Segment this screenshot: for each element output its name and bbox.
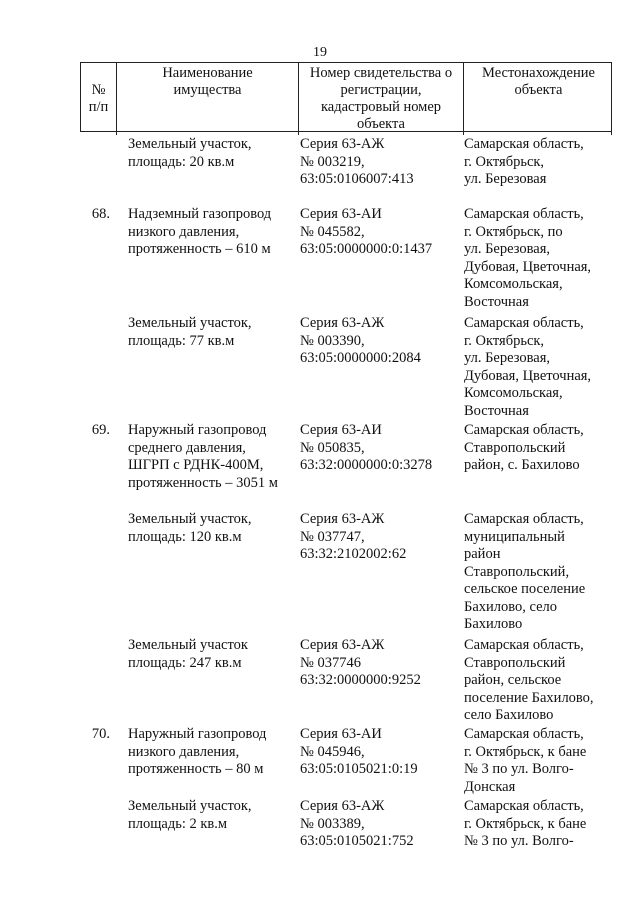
certificate-number (300, 637, 462, 690)
column-divider (463, 132, 464, 135)
certificate-number (300, 206, 462, 259)
certificate-line: 63:05:0105021:752 (300, 833, 414, 849)
header-number-line: № (91, 82, 106, 98)
header-certificate-line: объекта (356, 116, 405, 132)
column-divider (611, 132, 612, 135)
location-line: Бахилово (464, 616, 523, 632)
location-line: Донская (464, 778, 516, 795)
property-name-line: Земельный участок, (128, 136, 252, 152)
certificate-line: 63:32:0000000:9252 (300, 672, 421, 688)
location (464, 798, 612, 851)
certificate-number (300, 422, 462, 475)
location-line: поселение Бахилово, (464, 689, 594, 706)
property-name (128, 315, 298, 350)
property-name-line: Земельный участок, (128, 315, 252, 331)
location-line: г. Октябрьск, к бане (464, 743, 587, 760)
header-certificate-line: Номер свидетельства о (309, 65, 453, 81)
table-row (80, 315, 612, 422)
location (464, 637, 612, 725)
location-line: Ставропольский (464, 654, 566, 671)
property-name-line: низкого давления, (128, 223, 240, 240)
location-line: муниципальный (464, 528, 565, 545)
location-line: сельское поселение (464, 581, 586, 597)
property-name (128, 511, 298, 546)
header-name-line: Наименование (162, 65, 253, 81)
location-line: Дубовая, Цветочная, (464, 258, 592, 275)
property-name (128, 136, 298, 171)
location (464, 511, 612, 634)
column-divider (298, 132, 299, 135)
header-certificate-line: регистрации, (340, 82, 422, 98)
header-name-line: имущества (173, 82, 242, 98)
table-body (80, 136, 612, 858)
property-name-line: Земельный участок, (128, 511, 252, 527)
location-line: ул. Березовая (464, 171, 547, 187)
location-line: район, сельское (464, 672, 562, 688)
property-name-line: протяженность – 610 м (128, 241, 271, 257)
certificate-line: № 003219, (300, 153, 365, 170)
certificate-line: 63:05:0106007:413 (300, 171, 414, 187)
location-line: Ставропольский (464, 439, 566, 456)
property-name (128, 637, 298, 672)
page-number: 19 (313, 45, 327, 60)
header-location-line: Местонахождение (482, 65, 595, 81)
certificate-line: № 045946, (300, 743, 365, 760)
location-line: район (464, 546, 501, 562)
certificate-line: № 037746 (300, 654, 361, 671)
column-divider (116, 132, 117, 135)
header-location (464, 63, 613, 135)
certificate-line: Серия 63-АЖ (300, 798, 385, 814)
certificate-line: № 037747, (300, 528, 365, 545)
certificate-line: 63:05:0000000:0:1437 (300, 241, 433, 257)
property-name (128, 206, 298, 259)
row-number: 68. (91, 206, 110, 222)
property-name-line: площадь: 2 кв.м (128, 815, 228, 832)
table-header (80, 62, 612, 132)
location-line: Ставропольский, (464, 563, 570, 580)
location-line: Комсомольская, (464, 385, 563, 401)
location-line: ул. Березовая, (464, 350, 551, 366)
certificate-line: 63:32:0000000:0:3278 (300, 457, 433, 473)
location-line: Самарская область, (464, 726, 584, 742)
header-certificate-line: кадастровый номер (320, 99, 442, 115)
location-line: Бахилово, село (464, 598, 558, 615)
location-line: Самарская область, (464, 136, 584, 152)
certificate-number (300, 136, 462, 189)
row-number: 69. (91, 422, 110, 438)
property-name-line: Наружный газопровод (128, 422, 267, 438)
location-line: Самарская область, (464, 511, 584, 527)
location-line: Самарская область, (464, 315, 584, 331)
property-name-line: площадь: 120 кв.м (128, 528, 242, 545)
property-name-line: ШГРП с РДНК-400М, (128, 457, 264, 473)
certificate-line: № 003390, (300, 332, 365, 349)
location-line: № 3 по ул. Волго- (464, 833, 574, 849)
table-row (80, 637, 612, 726)
location-line: Восточная (464, 402, 529, 419)
certificate-line: № 045582, (300, 223, 365, 240)
location-line: № 3 по ул. Волго- (464, 761, 574, 777)
property-name (128, 422, 298, 492)
location-line: Самарская область, (464, 422, 584, 438)
location-line: Дубовая, Цветочная, (464, 367, 592, 384)
property-name-line: протяженность – 80 м (128, 761, 264, 777)
location-line: Комсомольская, (464, 276, 563, 292)
certificate-line: Серия 63-АИ (300, 726, 382, 742)
location-line: Восточная (464, 293, 529, 310)
property-name-line: площадь: 247 кв.м (128, 654, 242, 671)
header-number-line: п/п (88, 99, 109, 115)
property-name-line: Наружный газопровод (128, 726, 267, 742)
header-number (81, 63, 117, 135)
certificate-line: Серия 63-АЖ (300, 315, 385, 331)
location (464, 136, 612, 189)
location (464, 206, 612, 311)
location-line: ул. Березовая, (464, 241, 551, 257)
location-line: Самарская область, (464, 637, 584, 653)
table-row (80, 136, 612, 206)
property-name-line: Надземный газопровод (128, 206, 272, 222)
certificate-line: 63:05:0105021:0:19 (300, 761, 418, 777)
certificate-number (300, 315, 462, 368)
table-row (80, 511, 612, 637)
property-name (128, 798, 298, 833)
certificate-line: № 003389, (300, 815, 365, 832)
location-line: г. Октябрьск, к бане (464, 815, 587, 832)
location (464, 315, 612, 420)
location (464, 422, 612, 475)
location (464, 726, 612, 796)
certificate-line: 63:32:2102002:62 (300, 546, 407, 562)
location-line: г. Октябрьск, (464, 332, 545, 349)
location-line: село Бахилово (464, 707, 554, 723)
property-name-line: площадь: 20 кв.м (128, 153, 235, 170)
header-name (117, 63, 299, 135)
row-number: 70. (91, 726, 110, 742)
table-row (80, 422, 612, 511)
certificate-line: Серия 63-АЖ (300, 511, 385, 527)
property-name-line: низкого давления, (128, 743, 240, 760)
location-line: район, с. Бахилово (464, 457, 580, 473)
table-row (80, 726, 612, 798)
certificate-line: Серия 63-АЖ (300, 136, 385, 152)
header-location-line: объекта (514, 82, 563, 98)
certificate-number (300, 511, 462, 564)
property-name-line: протяженность – 3051 м (128, 474, 278, 491)
certificate-line: № 050835, (300, 439, 365, 456)
certificate-number (300, 726, 462, 779)
certificate-line: Серия 63-АИ (300, 422, 382, 438)
property-name-line: площадь: 77 кв.м (128, 332, 235, 349)
certificate-line: Серия 63-АИ (300, 206, 382, 222)
certificate-number (300, 798, 462, 851)
property-name-line: Земельный участок, (128, 798, 252, 814)
location-line: г. Октябрьск, по (464, 223, 563, 240)
table-row (80, 798, 612, 858)
location-line: г. Октябрьск, (464, 153, 545, 170)
header-certificate (299, 63, 464, 135)
certificate-line: Серия 63-АЖ (300, 637, 385, 653)
property-name-line: Земельный участок (128, 637, 248, 653)
certificate-line: 63:05:0000000:2084 (300, 350, 421, 366)
location-line: Самарская область, (464, 206, 584, 222)
property-name-line: среднего давления, (128, 439, 246, 456)
property-name (128, 726, 298, 779)
location-line: Самарская область, (464, 798, 584, 814)
table-row (80, 206, 612, 315)
